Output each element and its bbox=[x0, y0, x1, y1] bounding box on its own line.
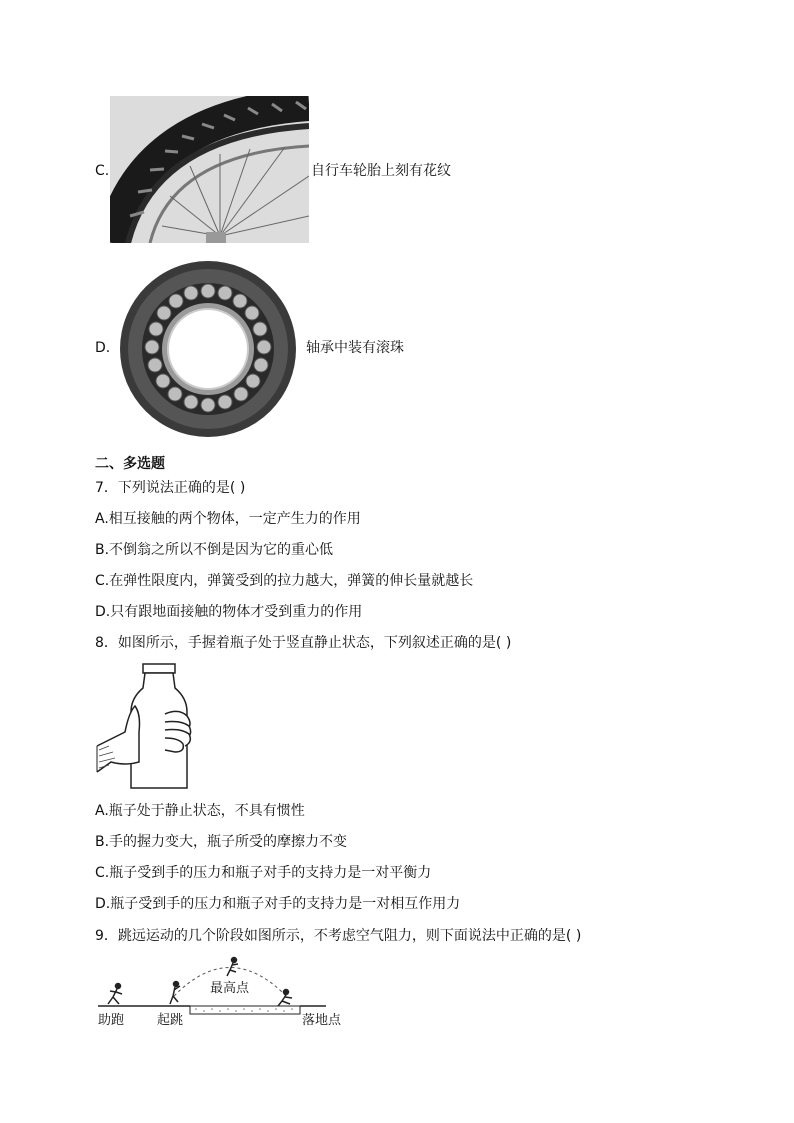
q8-stem: 8．如图所示，手握着瓶子处于竖直静止状态，下列叙述正确的是( ) bbox=[95, 635, 512, 651]
option-d-letter: D. bbox=[95, 340, 111, 356]
option-d-caption: 轴承中装有滚珠 bbox=[306, 340, 404, 356]
bicycle-tire-photo bbox=[110, 96, 309, 243]
q8-option-c: C.瓶子受到手的压力和瓶子对手的支持力是一对平衡力 bbox=[95, 865, 432, 881]
q8-option-b: B.手的握力变大，瓶子所受的摩擦力不变 bbox=[95, 834, 348, 850]
q8-option-d: D.瓶子受到手的压力和瓶子对手的支持力是一对相互作用力 bbox=[95, 896, 461, 912]
q7-option-c: C.在弹性限度内，弹簧受到的拉力越大，弹簧的伸长量就越长 bbox=[95, 573, 474, 589]
q7-option-b: B.不倒翁之所以不倒是因为它的重心低 bbox=[95, 542, 334, 558]
option-c-caption: 自行车轮胎上刻有花纹 bbox=[311, 163, 451, 179]
option-c-letter: C. bbox=[95, 163, 110, 179]
ball-bearing-photo bbox=[118, 259, 298, 439]
q7-stem: 7．下列说法正确的是( ) bbox=[95, 480, 246, 496]
q7-option-d: D.只有跟地面接触的物体才受到重力的作用 bbox=[95, 604, 363, 620]
q9-stem: 9．跳远运动的几个阶段如图所示，不考虑空气阻力，则下面说法中正确的是( ) bbox=[95, 928, 582, 944]
hand-holding-bottle-figure bbox=[95, 662, 195, 792]
label-takeoff: 起跳 bbox=[157, 1013, 184, 1028]
q7-option-a: A.相互接触的两个物体，一定产生力的作用 bbox=[95, 511, 361, 527]
q8-option-a: A.瓶子处于静止状态，不具有惯性 bbox=[95, 803, 305, 819]
section-title: 二、多选题 bbox=[95, 456, 165, 472]
label-landing: 落地点 bbox=[302, 1013, 342, 1028]
label-run: 助跑 bbox=[98, 1013, 125, 1028]
label-peak: 最高点 bbox=[210, 981, 250, 996]
